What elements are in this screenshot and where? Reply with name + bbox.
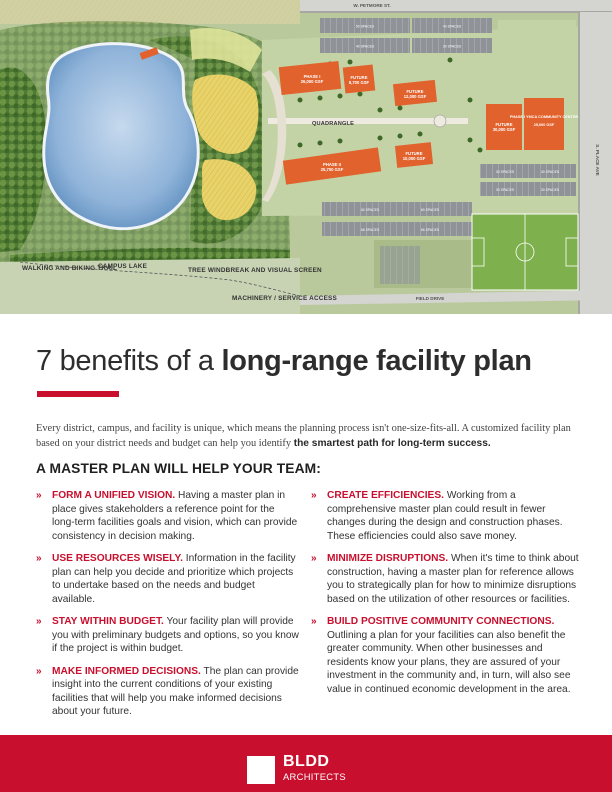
page-title — [36, 343, 596, 379]
lot-label: 40 SPACES — [442, 24, 462, 29]
lot-label: 66 SPACES — [420, 228, 440, 232]
intro-paragraph — [36, 421, 581, 451]
windbreak-label: TREE WINDBREAK AND VISUAL SCREEN — [188, 267, 322, 274]
benefit-item — [311, 489, 579, 543]
section-heading: A MASTER PLAN WILL HELP YOUR TEAM: — [36, 461, 321, 476]
benefit-body: Working from a comprehensive master plan could result in fewer changes during the design and construction phases. These efficiencies could also save money. — [327, 490, 563, 542]
benefit-body: The plan can provide insight into the current conditions of your existing facilities that will help you make informed decisions about your future. — [52, 665, 299, 717]
building-sub: 8,700 GSF — [348, 80, 370, 85]
building-future-c — [395, 142, 433, 168]
lot-label: 50 SPACES — [355, 24, 375, 29]
footer-band — [0, 735, 612, 792]
chevron-bullet-icon: » — [311, 616, 317, 627]
benefit-item — [36, 552, 300, 606]
chevron-bullet-icon: » — [36, 490, 42, 501]
building-sub: 10,000 GSF — [402, 156, 426, 161]
quadrangle-label: QUADRANGLE — [312, 121, 355, 127]
building-future-a — [343, 65, 376, 94]
building-label: PHASE I YMCA COMMUNITY CENTER — [509, 115, 579, 119]
benefit-item — [36, 615, 300, 656]
site-plan-svg — [0, 0, 612, 314]
lot-label: 40 SPACES — [355, 44, 375, 49]
benefit-item — [311, 615, 579, 696]
lot-label: 30 SPACES — [540, 188, 560, 192]
benefits-right-column — [311, 489, 579, 705]
intro-text: Every district, campus, and facility is unique, which means the planning process isn't one-size-fits-all. A customized facility plan based on your district needs and budget can help you identify — [36, 423, 571, 449]
chevron-bullet-icon: » — [36, 616, 42, 627]
lot-label: 30 SPACES — [495, 188, 515, 192]
benefit-title: BUILD POSITIVE COMMUNITY CONNECTIONS. — [327, 616, 555, 627]
building-label: FUTURE — [350, 75, 368, 80]
benefits-left-column — [36, 489, 300, 728]
logo-subtitle: ARCHITECTS — [283, 771, 346, 782]
benefit-item — [311, 552, 579, 606]
building-label: FUTURE — [406, 89, 424, 94]
lot-label: 60 SPACES — [360, 208, 380, 212]
benefit-body: Information in the facility plan can help you decide and prioritize which projects to undertake based on the needs and budget available. — [52, 553, 296, 605]
benefit-body: When it's time to think about construction, having a master plan for reference allows you to strategically plan for how to minimize disruptions based on the utilization of other resources or facilities. — [327, 553, 579, 605]
benefit-title: STAY WITHIN BUDGET. — [52, 616, 164, 627]
benefit-title: MAKE INFORMED DECISIONS. — [52, 665, 201, 677]
building-future-d — [486, 104, 522, 150]
building-sub: 25,700 GSF — [320, 167, 344, 172]
chevron-bullet-icon: » — [36, 553, 42, 564]
building-sub: 12,000 GSF — [403, 94, 427, 99]
building-label: FUTURE — [405, 151, 423, 156]
benefit-item — [36, 489, 300, 543]
building-sub: 25,000 GSF — [533, 123, 555, 127]
lot-label: 66 SPACES — [360, 228, 380, 232]
chevron-bullet-icon: » — [36, 665, 42, 677]
benefit-body: Having a master plan in place gives stakeholders a reference point for the long-term facilities goals and vision, which can provide consistency in decision making. — [52, 490, 298, 542]
title-accent-bar — [37, 391, 119, 397]
benefit-title: USE RESOURCES WISELY. — [52, 553, 183, 564]
site-plan-rendering — [0, 0, 612, 314]
building-label: FUTURE — [495, 122, 513, 127]
benefit-item — [36, 665, 300, 719]
lot-label: 30 SPACES — [442, 44, 462, 49]
logo-name: BLDD — [283, 753, 330, 770]
benefit-body: Your facility plan will provide you with preliminary budgets and options, so you know if the project is within budget. — [52, 616, 299, 654]
lot-label: 30 SPACES — [495, 170, 515, 174]
benefit-title: FORM A UNIFIED VISION. — [52, 490, 176, 501]
trail-label: WALKING AND BIKING TRAIL — [22, 265, 118, 272]
chevron-bullet-icon: » — [311, 490, 317, 501]
building-sub: 26,000 GSF — [300, 79, 324, 84]
intro-emphasis: the smartest path for long-term success. — [293, 438, 491, 449]
campus-lake — [44, 44, 199, 229]
building-label: PHASE I — [303, 74, 321, 79]
building-label: PHASE II — [323, 162, 341, 167]
benefit-title: CREATE EFFICIENCIES. — [327, 490, 444, 501]
building-sub: 30,000 GSF — [492, 127, 516, 132]
machinery-label: MACHINERY / SERVICE ACCESS — [232, 295, 337, 302]
lake-label: CAMPUS LAKE — [98, 263, 148, 270]
lot-label: 60 SPACES — [420, 208, 440, 212]
street-top-label: W. PETMORE ST. — [353, 3, 391, 8]
title-bold: long-range facility plan — [221, 345, 532, 377]
benefit-title: MINIMIZE DISRUPTIONS. — [327, 553, 449, 564]
title-light: 7 benefits of a — [36, 345, 222, 377]
logo-square-icon — [247, 756, 275, 784]
street-right-label: S. PLACE AVE — [595, 144, 600, 176]
chevron-bullet-icon: » — [311, 553, 317, 564]
building-future-b — [393, 80, 437, 106]
benefit-body: Outlining a plan for your facilities can also benefit the greater community. When other businesses and residents know your plans, they are assured of your investment in the community and, in turn, will also see value in continued economic development in the area. — [327, 629, 571, 695]
lot-label: 40 SPACES — [540, 170, 560, 174]
street-bottom-label: FIELD DRIVE — [415, 296, 445, 301]
